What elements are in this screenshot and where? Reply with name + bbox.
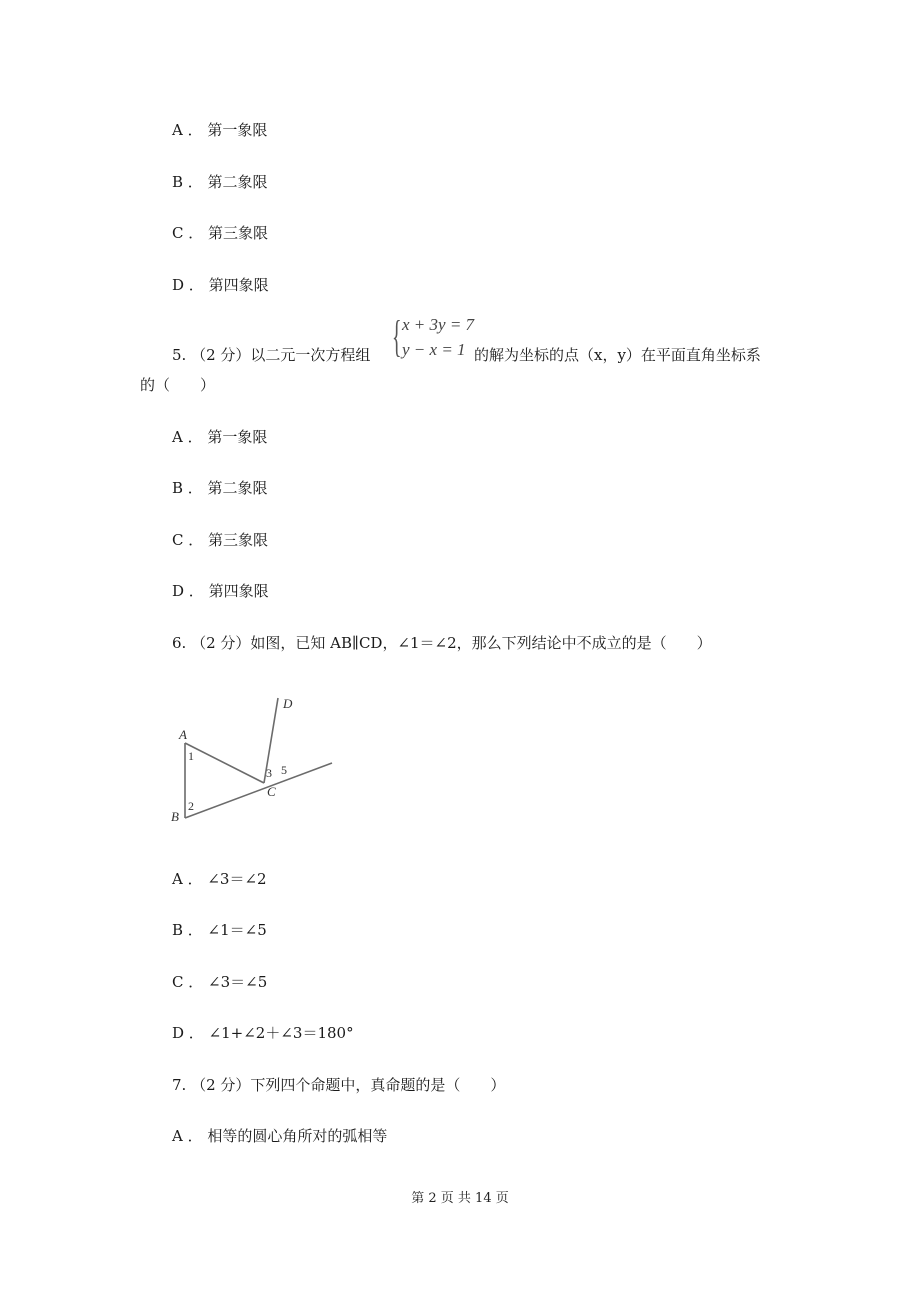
label-d: D <box>283 696 293 711</box>
question-6-option-a: A ． ∠3＝∠2 <box>172 870 267 888</box>
question-7-option-a: A ． 相等的圆心角所对的弧相等 <box>172 1127 388 1145</box>
label-c: C <box>267 784 276 799</box>
label-a: A <box>179 727 187 742</box>
angle-2-label: 2 <box>188 799 194 813</box>
brace-icon: { <box>392 312 402 361</box>
label-b: B <box>171 809 179 824</box>
equation-row-1: x + 3y = 7 <box>402 315 475 334</box>
question-6-stem: 6. （2 分）如图，已知 AB∥CD，∠1＝∠2，那么下列结论中不成立的是（ ） <box>172 634 712 652</box>
question-5-stem-end: 的解为坐标的点（x，y）在平面直角坐标系 <box>474 346 761 364</box>
question-5-option-a: A ． 第一象限 <box>172 428 268 446</box>
question-6-option-c: C ． ∠3＝∠5 <box>172 973 268 991</box>
question-5-stem-line2: 的（ ） <box>140 376 216 394</box>
question-6-option-b: B ． ∠1＝∠5 <box>172 921 267 939</box>
question-5-stem-start: 5. （2 分）以二元一次方程组 <box>172 346 371 364</box>
option-d: D ． 第四象限 <box>172 276 269 294</box>
question-7-stem: 7. （2 分）下列四个命题中，真命题的是（ ） <box>172 1076 506 1094</box>
option-b: B ． 第二象限 <box>172 173 268 191</box>
question-6-option-d: D ． ∠1+∠2＋∠3＝180° <box>172 1024 354 1042</box>
angle-5-label: 5 <box>281 763 287 777</box>
angle-1-label: 1 <box>188 749 194 763</box>
geometry-figure <box>165 690 345 830</box>
option-c: C ． 第三象限 <box>172 224 269 242</box>
question-5-option-b: B ． 第二象限 <box>172 479 268 497</box>
page-footer: 第 2 页 共 14 页 <box>411 1191 509 1206</box>
line-bc-extended <box>185 763 332 818</box>
question-5-option-c: C ． 第三象限 <box>172 531 269 549</box>
segment-ac <box>185 743 264 783</box>
option-a: A ． 第一象限 <box>172 121 268 139</box>
angle-3-label: 3 <box>266 766 272 780</box>
equation-row-2: y − x = 1 <box>402 340 466 359</box>
question-5-option-d: D ． 第四象限 <box>172 582 269 600</box>
